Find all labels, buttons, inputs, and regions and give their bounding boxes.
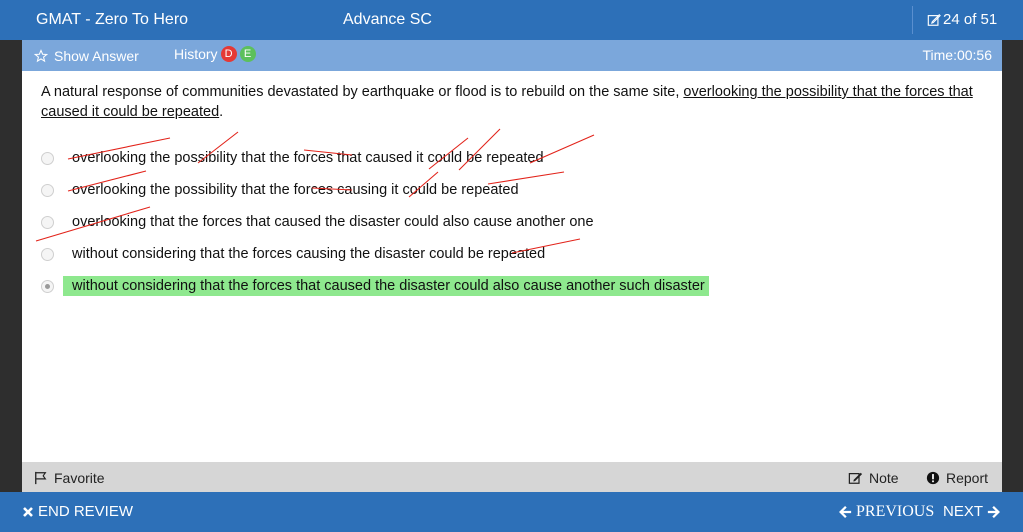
star-icon (34, 49, 48, 63)
flag-icon (34, 471, 48, 485)
edit-icon (927, 13, 941, 27)
option-label: overlooking the possibility that the forces that caused it could be repeated (72, 150, 544, 166)
option-label: overlooking that the forces that caused the disaster could also cause another one (72, 214, 594, 230)
next-label: NEXT (943, 503, 984, 520)
history-badge-e: E (240, 46, 256, 62)
exclamation-circle-icon (926, 471, 940, 485)
question-text-end: . (219, 104, 224, 120)
option-label-selected: without considering that the forces that caused the disaster could also cause another such disaster (63, 276, 709, 296)
end-review-button[interactable] (22, 503, 133, 520)
show-answer-label: Show Answer (54, 48, 139, 64)
history-label: History (174, 46, 218, 62)
option-label: without considering that the forces causing the disaster could be repeated (72, 246, 546, 262)
favorite-label: Favorite (54, 470, 105, 486)
header-divider (912, 6, 913, 34)
question-counter (927, 11, 997, 28)
history-button[interactable] (174, 46, 256, 62)
section-title: Advance SC (343, 11, 432, 28)
show-answer-button[interactable] (34, 48, 139, 64)
timer: Time:00:56 (922, 47, 992, 63)
option-d[interactable] (38, 238, 978, 270)
question-stem (41, 82, 991, 122)
report-button[interactable] (926, 470, 988, 486)
option-e[interactable] (38, 270, 978, 302)
option-c[interactable] (38, 206, 978, 238)
question-underlined-part: overlooking the possibility that the forces that caused it could be repeated (41, 84, 973, 120)
end-review-label: END REVIEW (38, 503, 134, 520)
radio-button[interactable] (41, 216, 54, 229)
previous-button[interactable] (838, 503, 934, 521)
history-badge-d: D (221, 46, 237, 62)
app-title: GMAT - Zero To Hero (36, 11, 189, 28)
arrow-right-icon (987, 505, 1001, 519)
edit-icon (848, 471, 863, 485)
question-toolbar (22, 40, 1002, 71)
radio-button-selected[interactable] (41, 280, 54, 293)
counter-text: 24 of 51 (943, 11, 998, 28)
arrow-left-icon (838, 505, 852, 519)
note-label: Note (869, 470, 899, 486)
previous-label: PREVIOUS (856, 503, 935, 520)
answer-options (38, 142, 978, 302)
radio-button[interactable] (41, 248, 54, 261)
navigation-bar (0, 492, 1023, 532)
next-button[interactable] (943, 503, 1001, 520)
favorite-button[interactable] (34, 470, 105, 486)
note-button[interactable] (848, 470, 899, 486)
report-label: Report (946, 470, 989, 486)
close-icon (22, 506, 34, 518)
question-panel (22, 71, 1002, 462)
window-border-right (1002, 40, 1023, 492)
question-footer (22, 462, 1002, 492)
option-b[interactable] (38, 174, 978, 206)
radio-button[interactable] (41, 184, 54, 197)
window-border-left (0, 40, 22, 492)
option-label: overlooking the possibility that the forces causing it could be repeated (72, 182, 519, 198)
option-a[interactable] (38, 142, 978, 174)
question-text: A natural response of communities devastated by earthquake or flood is to rebuild on the same site, (41, 84, 684, 100)
radio-button[interactable] (41, 152, 54, 165)
header-bar (0, 0, 1023, 40)
